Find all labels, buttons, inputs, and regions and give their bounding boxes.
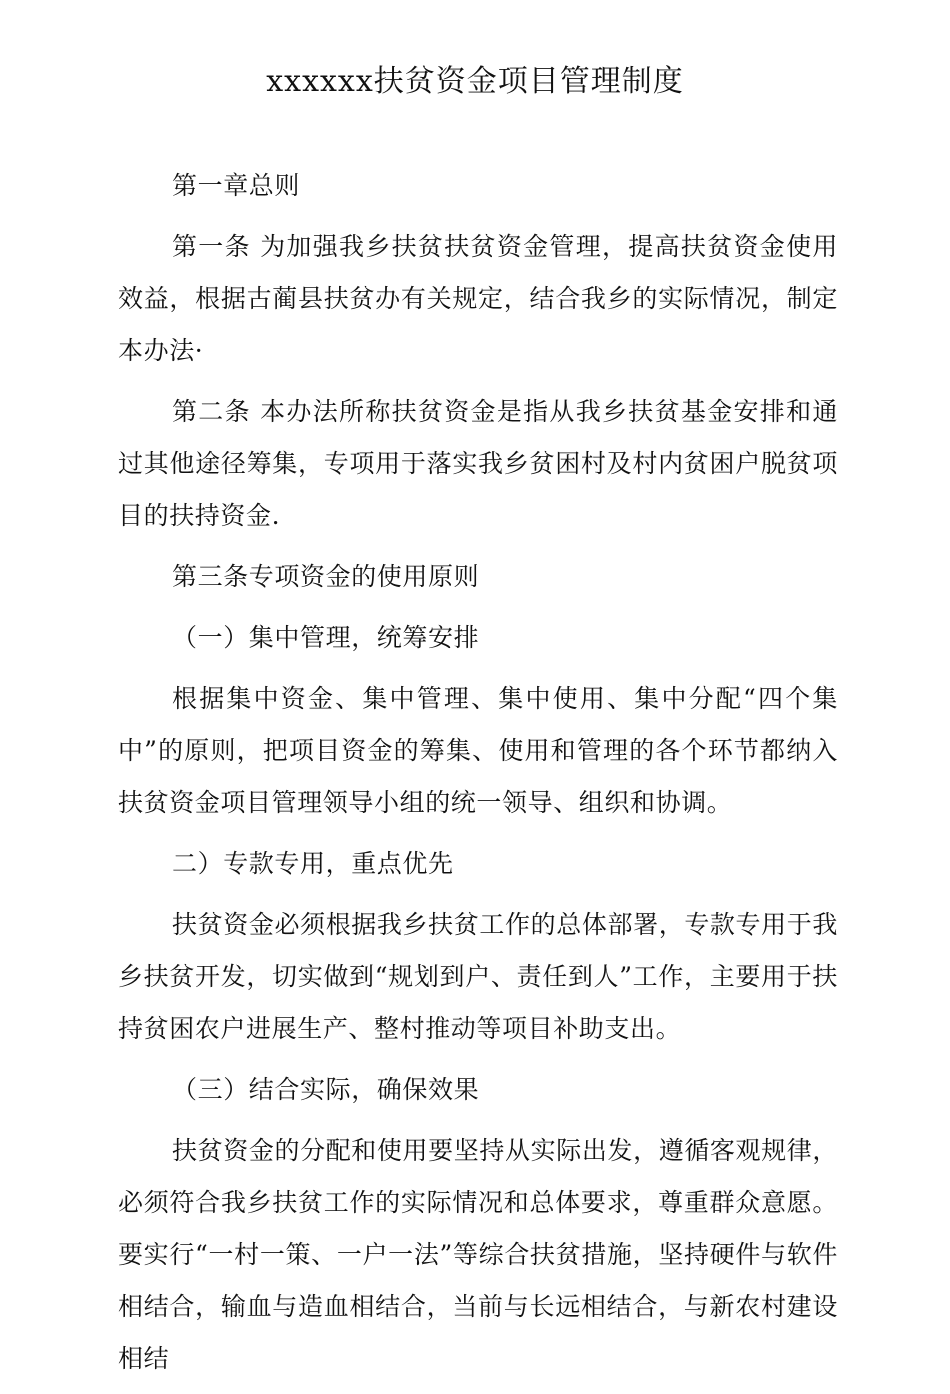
article-1-paragraph: 第一条 为加强我乡扶贫扶贫资金管理，提高扶贫资金使用效益，根据古蔺县扶贫办有关规定，结合我乡的实际情况，制定本办法· (118, 232, 838, 365)
principle-3-paragraph: 扶贫资金的分配和使用要坚持从实际出发，遵循客观规律，必须符合我乡扶贫工作的实际情况和总体要求，尊重群众意愿。要实行“一村一策、一户一法”等综合扶贫措施，坚持硬件与软件相结合，输血与造血相结合，当前与长远相结合，与新农村建设相结 (118, 1136, 838, 1373)
article-2-paragraph: 第二条 本办法所称扶贫资金是指从我乡扶贫基金安排和通过其他途径筹集，专项用于落实我乡贫困村及村内贫困户脱贫项目的扶持资金. (118, 397, 838, 530)
principle-1-paragraph: 根据集中资金、集中管理、集中使用、集中分配“四个集中”的原则，把项目资金的筹集、使用和管理的各个环节都纳入扶贫资金项目管理领导小组的统一领导、组织和协调。 (118, 684, 838, 817)
principle-2-heading: 二）专款专用，重点优先 (172, 849, 454, 878)
principle-1-heading: （一）集中管理，统筹安排 (172, 623, 480, 652)
principle-3-heading: （三）结合实际，确保效果 (172, 1075, 480, 1104)
document-body (118, 160, 838, 1394)
principle-2-paragraph: 扶贫资金必须根据我乡扶贫工作的总体部署，专款专用于我乡扶贫开发，切实做到“规划到户、责任到人”工作，主要用于扶持贫困农户进展生产、整村推动等项目补助支出。 (118, 910, 838, 1043)
document-title: xxxxxx扶贫资金项目管理制度 (266, 64, 684, 99)
article-3-heading: 第三条专项资金的使用原则 (172, 562, 480, 591)
chapter-heading: 第一章总则 (172, 171, 301, 200)
